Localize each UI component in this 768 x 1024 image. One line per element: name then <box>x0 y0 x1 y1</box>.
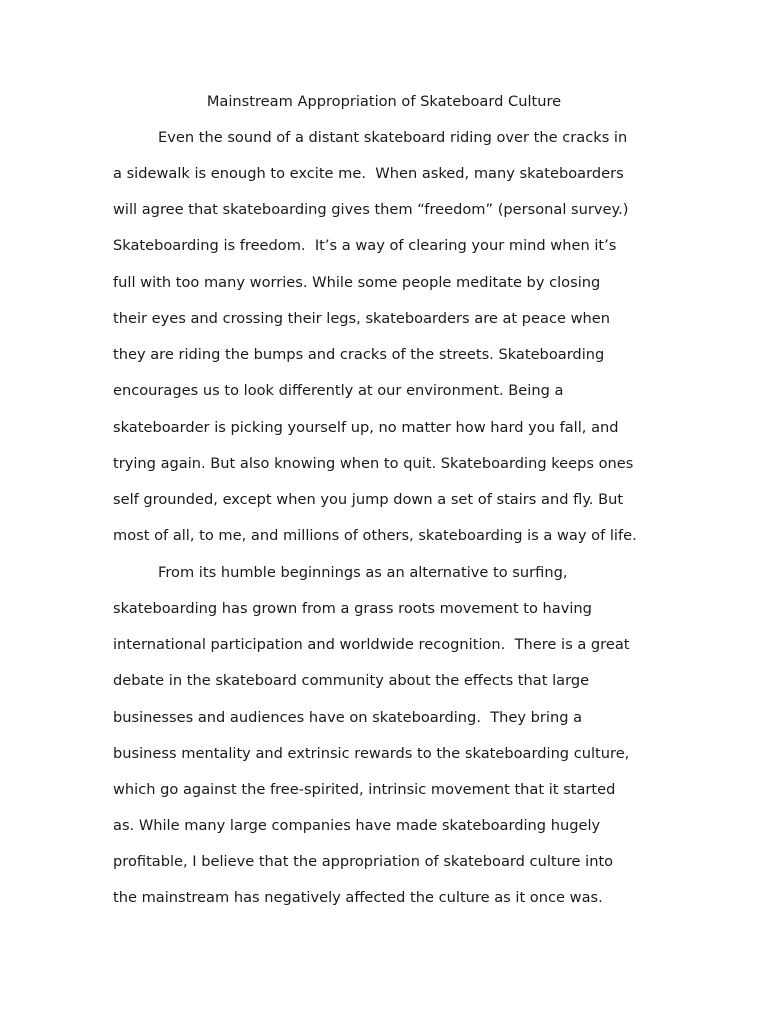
paragraph-1-line: trying again. But also knowing when to quit. Skateboarding keeps ones <box>113 455 634 472</box>
paragraph-1-line: full with too many worries. While some people meditate by closing <box>113 274 601 291</box>
paragraph-2-line: as. While many large companies have made skateboarding hugely <box>113 817 601 834</box>
paragraph-1-line: will agree that skateboarding gives them “freedom” (personal survey.) <box>113 201 629 218</box>
paragraph-1-line: encourages us to look differently at our environment. Being a <box>113 382 564 399</box>
paragraph-2-line: profitable, I believe that the appropriation of skateboard culture into <box>113 853 614 870</box>
paragraph-2-line: debate in the skateboard community about the effects that large <box>113 672 590 689</box>
paragraph-1-line: a sidewalk is enough to excite me. When asked, many skateboarders <box>113 165 624 182</box>
paragraph-2-line: skateboarding has grown from a grass roots movement to having <box>113 600 592 617</box>
paragraph-1-line: most of all, to me, and millions of others, skateboarding is a way of life. <box>113 527 637 544</box>
document-title: Mainstream Appropriation of Skateboard Culture <box>206 93 562 110</box>
paragraph-2-line: business mentality and extrinsic rewards to the skateboarding culture, <box>113 745 630 762</box>
paragraph-1-line: Skateboarding is freedom. It’s a way of clearing your mind when it’s <box>113 237 617 254</box>
paragraph-2-line: From its humble beginnings as an alternative to surfing, <box>158 564 568 581</box>
paragraph-2-line: international participation and worldwide recognition. There is a great <box>113 636 630 653</box>
paragraph-2-line: which go against the free-spirited, intrinsic movement that it started <box>113 781 616 798</box>
paragraph-1-line: self grounded, except when you jump down a set of stairs and fly. But <box>113 491 624 508</box>
paragraph-1-line: their eyes and crossing their legs, skateboarders are at peace when <box>113 310 611 327</box>
paragraph-1-line: they are riding the bumps and cracks of the streets. Skateboarding <box>113 346 605 363</box>
paragraph-2-line: the mainstream has negatively affected the culture as it once was. <box>113 889 603 906</box>
paragraph-2-line: businesses and audiences have on skateboarding. They bring a <box>113 709 583 726</box>
paragraph-1-line: Even the sound of a distant skateboard riding over the cracks in <box>158 129 628 146</box>
paragraph-1-line: skateboarder is picking yourself up, no matter how hard you fall, and <box>113 419 619 436</box>
